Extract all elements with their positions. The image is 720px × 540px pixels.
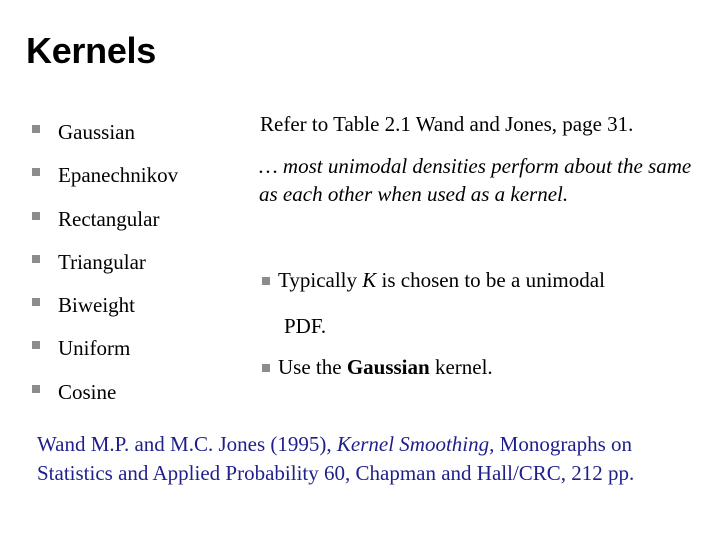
square-bullet-icon bbox=[32, 298, 40, 306]
kernel-name: Uniform bbox=[58, 336, 131, 361]
square-bullet-icon bbox=[32, 212, 40, 220]
square-bullet-icon bbox=[32, 125, 40, 133]
citation-authors: Wand M.P. and M.C. Jones (1995), bbox=[37, 432, 337, 456]
kernel-name: Gaussian bbox=[58, 120, 135, 144]
recommendation-text-after: kernel. bbox=[429, 355, 493, 379]
unimodal-note bbox=[262, 266, 605, 294]
citation bbox=[37, 430, 687, 488]
unimodal-note-text-before: Typically bbox=[278, 268, 363, 292]
square-bullet-icon bbox=[32, 385, 40, 393]
kernel-list-item bbox=[30, 160, 178, 203]
kernel-list bbox=[30, 117, 178, 420]
kernel-list-item bbox=[30, 117, 178, 160]
unimodal-note-text-after: is chosen to be a unimodal bbox=[376, 268, 605, 292]
square-bullet-icon bbox=[262, 277, 270, 285]
kernel-list-item bbox=[30, 247, 178, 290]
square-bullet-icon bbox=[32, 341, 40, 349]
slide-title: Kernels bbox=[26, 30, 156, 71]
kernel-name: Rectangular bbox=[58, 206, 160, 231]
kernel-name: Cosine bbox=[58, 379, 117, 404]
recommendation-bold: Gaussian bbox=[346, 355, 430, 379]
citation-details: Monographs on Statistics and Applied Probability 60, Chapman and Hall/CRC, 212 pp. bbox=[37, 432, 635, 485]
recommendation-text-before: Use the bbox=[278, 355, 347, 379]
kernel-name: Triangular bbox=[58, 249, 146, 274]
kernel-list-item bbox=[30, 333, 178, 376]
kernel-name: Biweight bbox=[58, 293, 135, 318]
gaussian-recommendation bbox=[262, 353, 493, 381]
square-bullet-icon bbox=[32, 255, 40, 263]
quote-text: … most unimodal densities perform about the same as each other when used as a kernel. bbox=[259, 154, 692, 206]
kernel-list-item bbox=[30, 204, 178, 247]
square-bullet-icon bbox=[262, 364, 270, 372]
kernel-name: Epanechnikov bbox=[58, 163, 179, 188]
table-reference: Refer to Table 2.1 Wand and Jones, page 31. bbox=[260, 112, 634, 136]
square-bullet-icon bbox=[32, 168, 40, 176]
kernel-list-item bbox=[30, 290, 178, 333]
unimodal-note-continuation: PDF. bbox=[284, 314, 327, 338]
variable-k: K bbox=[362, 268, 377, 292]
kernel-list-item bbox=[30, 377, 178, 420]
citation-book-title: Kernel Smoothing, bbox=[336, 432, 495, 456]
